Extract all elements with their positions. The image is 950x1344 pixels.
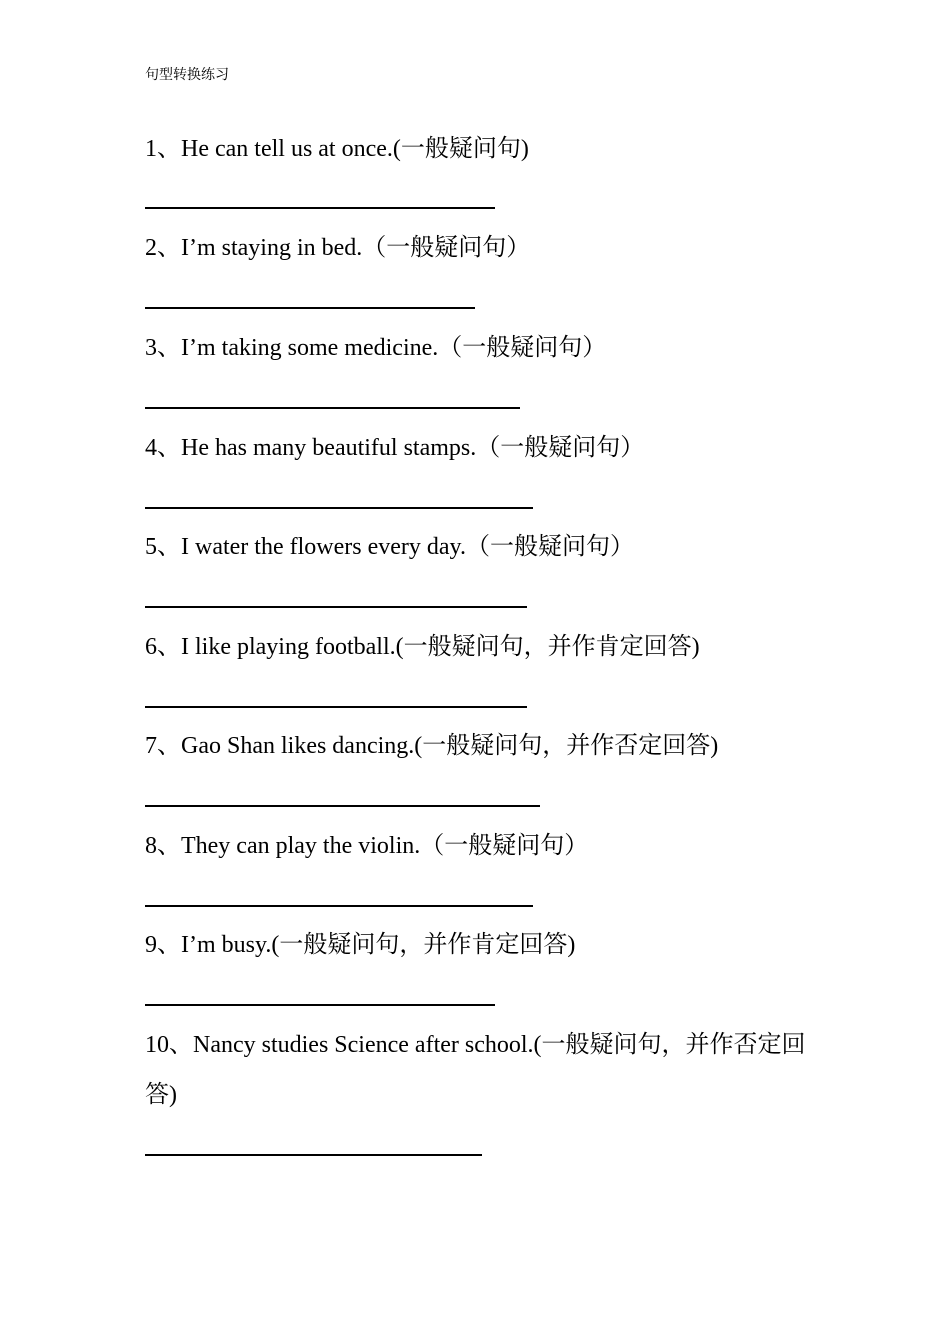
exercise-1-prompt: 1、He can tell us at once.(一般疑问句)	[145, 136, 529, 162]
exercise-4-prompt: 4、He has many beautiful stamps.（一般疑问句）	[145, 435, 645, 461]
exercise-6-prompt: 6、I like playing football.(一般疑问句，并作肯定回答)	[145, 634, 700, 660]
exercise-9-answer-line[interactable]	[145, 1004, 495, 1006]
exercise-10-prompt: 10、Nancy studies Science after school.(一般疑问句，并作否定回答)	[145, 1032, 806, 1108]
exercise-3-answer-line[interactable]	[145, 407, 520, 409]
exercise-5-answer-line[interactable]	[145, 606, 527, 608]
exercise-1-answer-line[interactable]	[145, 207, 495, 209]
exercise-8-prompt: 8、They can play the violin.（一般疑问句）	[145, 833, 589, 859]
exercise-3-prompt: 3、I’m taking some medicine.（一般疑问句）	[145, 335, 607, 361]
exercise-9-prompt: 9、I’m busy.(一般疑问句，并作肯定回答)	[145, 932, 576, 958]
exercise-5-prompt: 5、I water the flowers every day.（一般疑问句）	[145, 534, 634, 560]
exercise-7-answer-line[interactable]	[145, 805, 540, 807]
exercise-6-answer-line[interactable]	[145, 706, 527, 708]
exercise-2-answer-line[interactable]	[145, 307, 475, 309]
exercise-4-answer-line[interactable]	[145, 507, 533, 509]
page-header-title: 句型转换练习	[145, 68, 229, 83]
exercise-2-prompt: 2、I’m staying in bed.（一般疑问句）	[145, 235, 531, 261]
exercise-8-answer-line[interactable]	[145, 905, 533, 907]
exercise-10-answer-line[interactable]	[145, 1154, 482, 1156]
exercise-7-prompt: 7、Gao Shan likes dancing.(一般疑问句，并作否定回答)	[145, 733, 719, 759]
